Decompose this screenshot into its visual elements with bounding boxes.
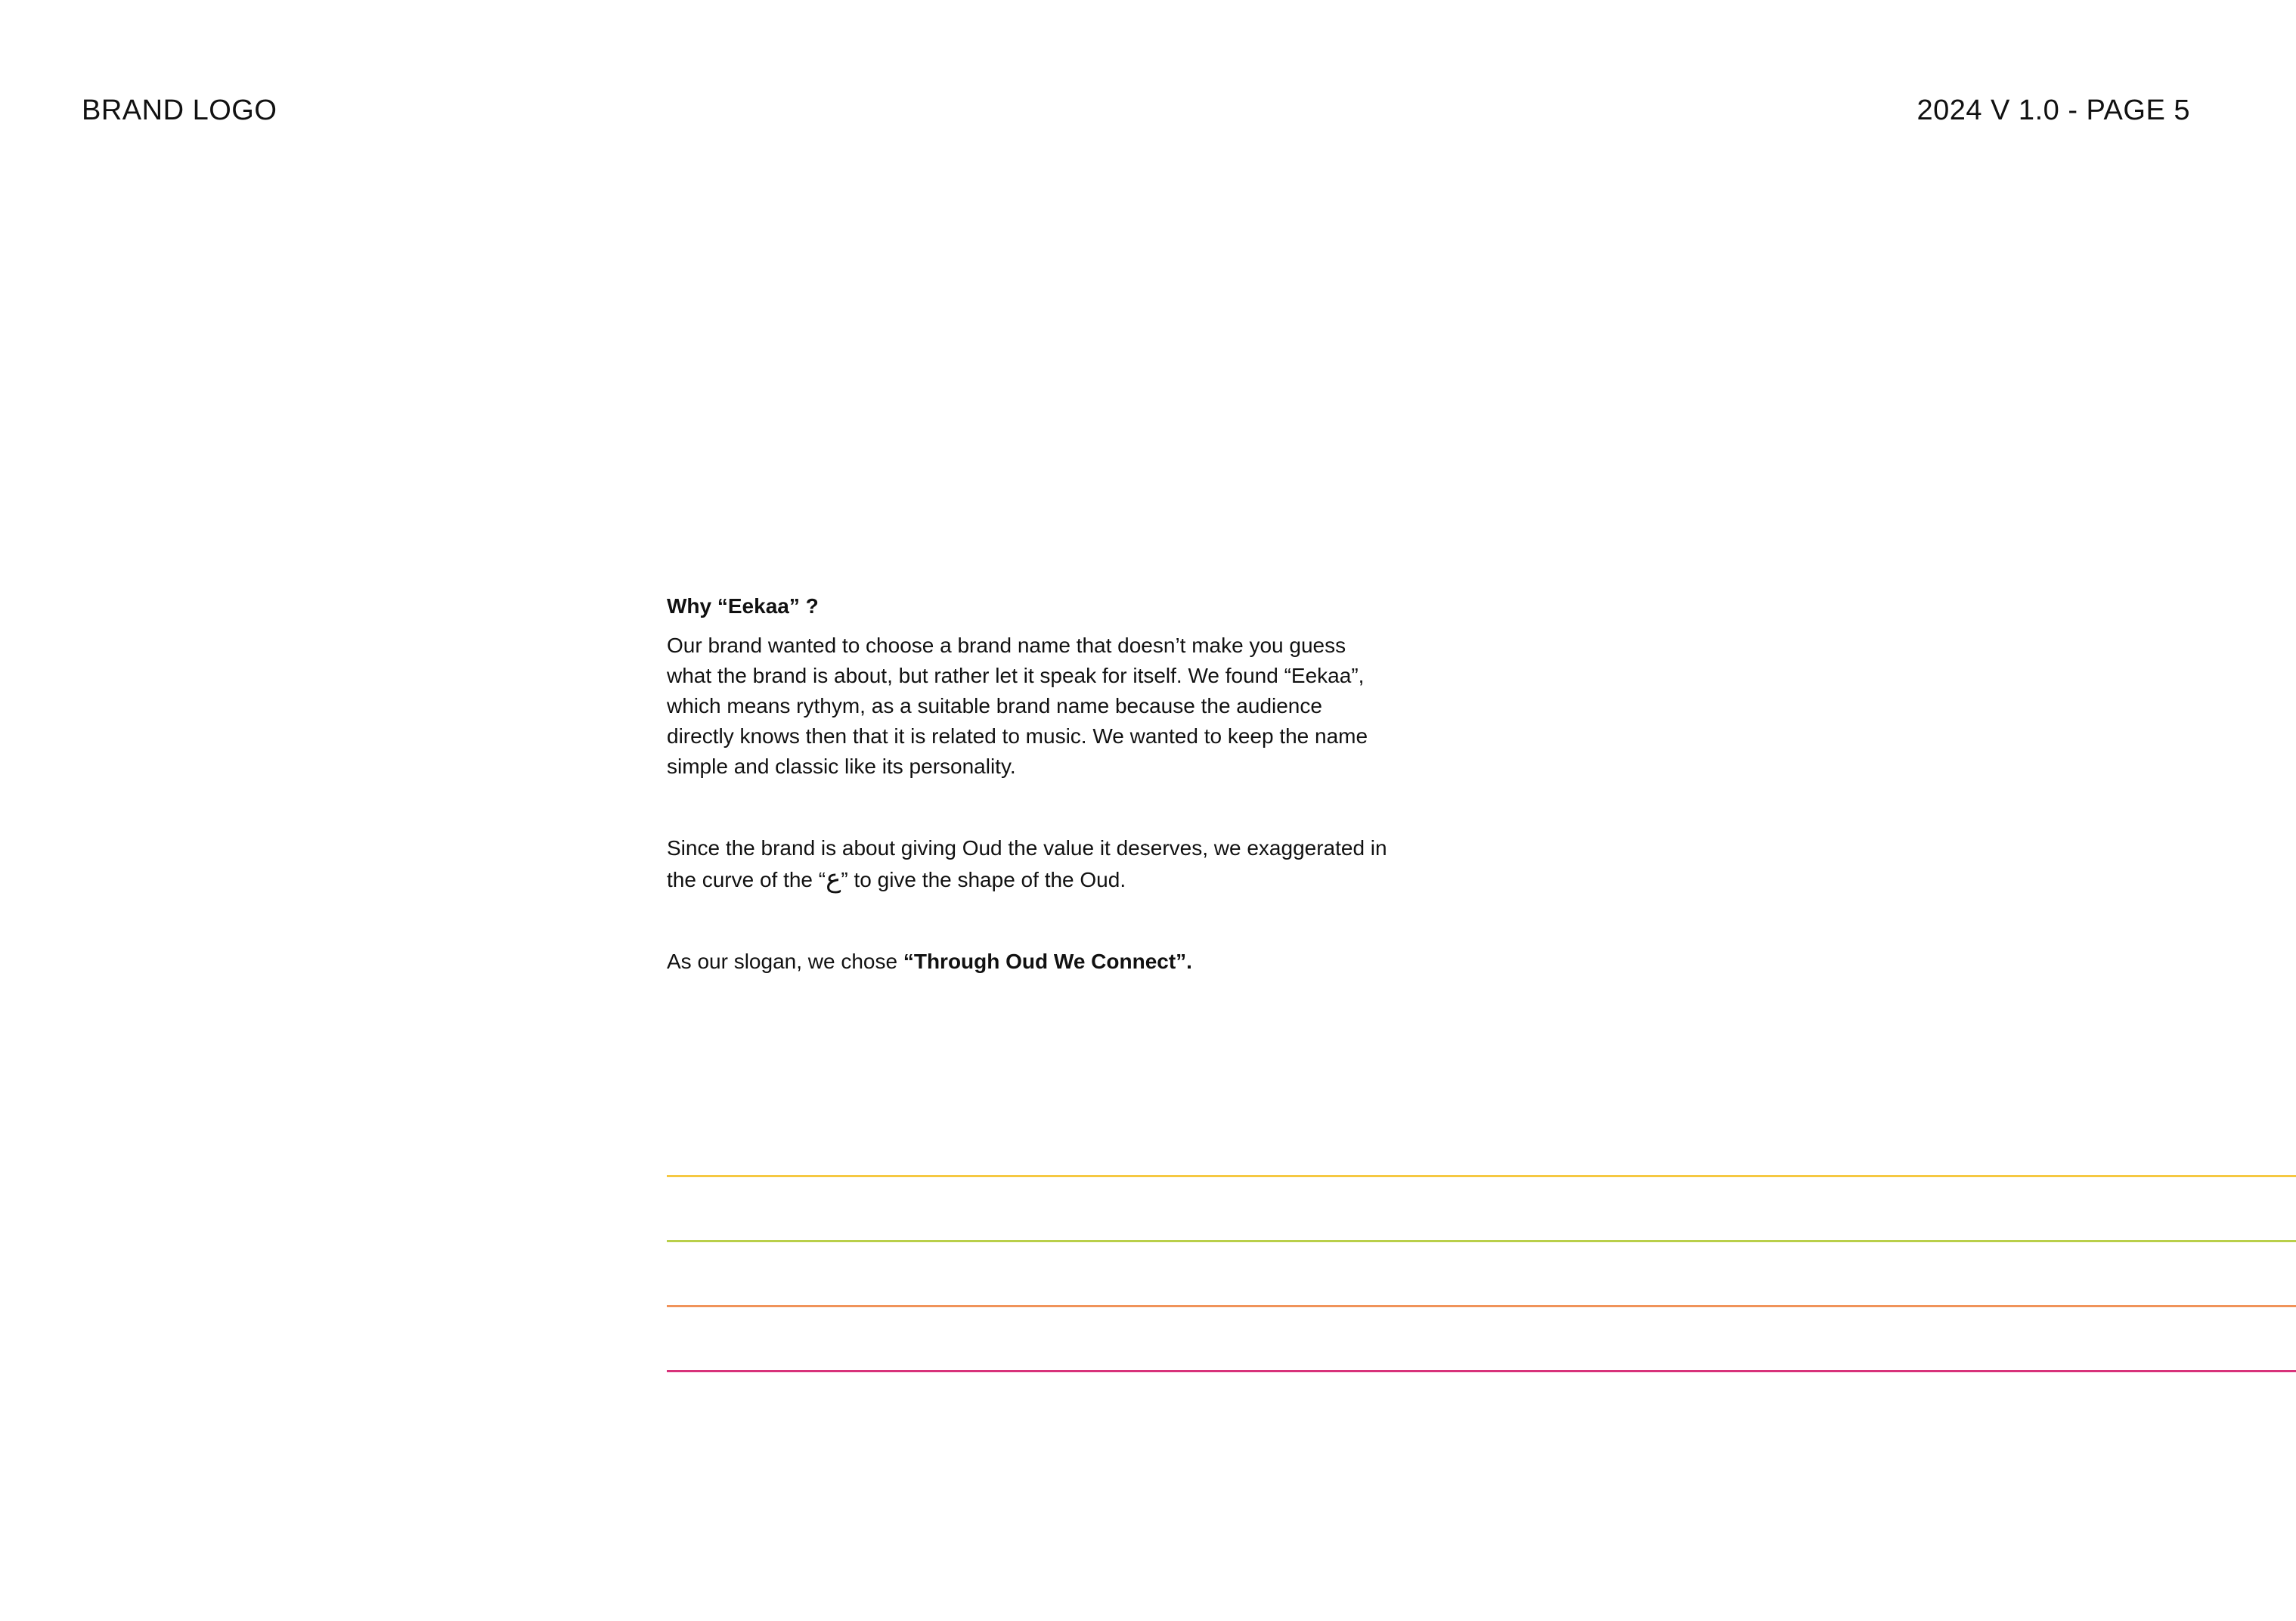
rule-line-green — [667, 1240, 2296, 1242]
content-section — [667, 591, 1393, 977]
brand-logo: BRAND LOGO — [82, 95, 277, 126]
section-heading: Why “Eekaa” ? — [667, 594, 819, 618]
paragraph-brand-name: Our brand wanted to choose a brand name that doesn’t make you guess what the brand is about, but rather let it speak for itself. We found “Eekaa”, which means rythym, as a suitable brand name because the audience directly knows then that it is related to music. We wanted to keep the name simple and classic like its personality. — [667, 634, 1368, 778]
rule-line-orange — [667, 1305, 2296, 1307]
paragraph-slogan — [667, 947, 1393, 977]
slogan-intro: As our slogan, we chose — [667, 950, 903, 973]
page-info: 2024 V 1.0 - PAGE 5 — [1916, 95, 2190, 126]
paragraph-oud-shape-end: ” to give the shape of the Oud. — [841, 868, 1126, 891]
rule-line-magenta — [667, 1370, 2296, 1372]
arabic-letter-glyph: ع — [826, 864, 841, 893]
slogan-text: “Through Oud We Connect”. — [903, 950, 1192, 973]
rule-line-yellow — [667, 1175, 2296, 1177]
paragraph-oud-shape — [667, 833, 1393, 895]
paragraph-oud-shape-start: Since the brand is about giving Oud the value it deserves, we exaggerated in the curve of the “ — [667, 836, 1387, 891]
